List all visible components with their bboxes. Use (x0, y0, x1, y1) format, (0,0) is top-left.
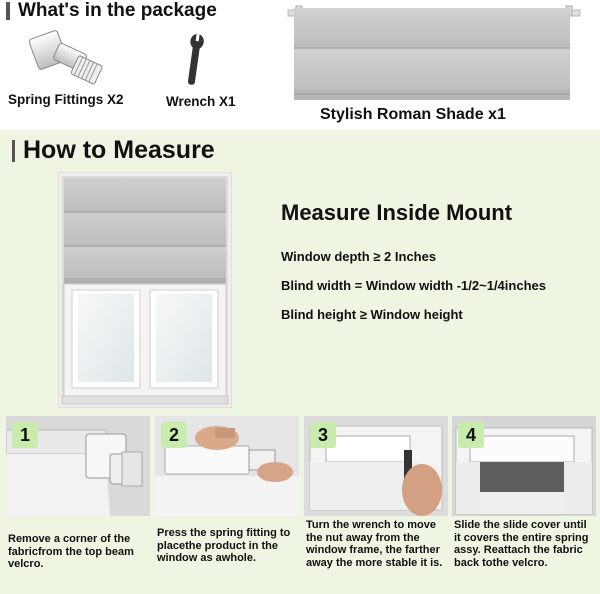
wrench-icon (181, 30, 221, 88)
spec-window-depth: Window depth ≥ 2 Inches (281, 249, 437, 264)
package-title (6, 0, 217, 22)
step-4-number: 4 (458, 422, 484, 448)
window-illustration (58, 172, 232, 408)
spring-fitting-icon (21, 26, 111, 88)
step-4 (452, 416, 596, 592)
roman-shade-label: Stylish Roman Shade x1 (320, 106, 506, 123)
title-accent-bar (6, 2, 10, 20)
step-2-number: 2 (161, 422, 187, 448)
step-2-text: Press the spring fitting to placethe product in the window as awhole. (157, 527, 291, 564)
spec-blind-width: Blind width = Window width -1/2~1/4inches (281, 278, 546, 293)
spec-blind-height: Blind height ≥ Window height (281, 307, 463, 322)
measure-title-text: How to Measure (23, 136, 215, 164)
package-item-wrench (166, 30, 236, 109)
step-2 (155, 416, 299, 592)
step-3 (304, 416, 448, 592)
wrench-label: Wrench X1 (166, 94, 236, 109)
step-1-number: 1 (12, 422, 38, 448)
package-item-spring-fittings (8, 26, 124, 107)
step-1 (6, 416, 150, 592)
step-3-number: 3 (310, 422, 336, 448)
roman-shade-icon (286, 4, 582, 104)
measure-title (12, 136, 215, 165)
step-4-text: Slide the slide cover until it covers the entire spring assy. Reattach the fabric back tothe velcro. (454, 519, 589, 569)
step-1-text: Remove a corner of the fabricfrom the top beam velcro. (8, 533, 134, 570)
package-title-text: What's in the package (18, 0, 217, 21)
mount-heading: Measure Inside Mount (281, 200, 513, 225)
title-accent-bar (12, 140, 15, 162)
step-3-text: Turn the wrench to move the nut away from the window frame, the farther away the more stable it is. (306, 519, 443, 569)
spring-fittings-label: Spring Fittings X2 (8, 92, 124, 107)
